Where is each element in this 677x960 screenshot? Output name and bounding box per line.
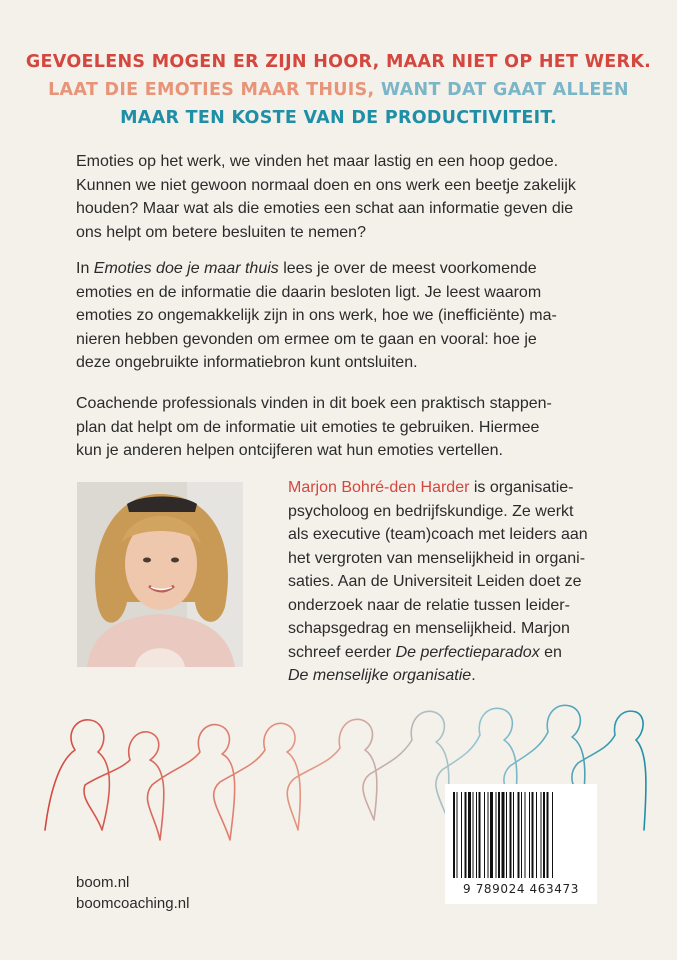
text-line: [288, 476, 608, 500]
text-line: het vergroten van menselijkheid in organi-: [288, 549, 586, 567]
headline-line-2a: LAAT DIE EMOTIES MAAR THUIS,: [48, 80, 375, 100]
isbn-number: 9 789024 463473: [463, 882, 579, 896]
text-line: onderzoek naar de relatie tussen leider-: [288, 596, 570, 614]
website-boomcoaching: boomcoaching.nl: [76, 895, 190, 912]
text-fragment: schreef eerder: [288, 643, 396, 661]
text-line: deze ongebruikte informatiebron kunt ontsluiten.: [76, 354, 418, 371]
paragraph-intro: [76, 150, 606, 244]
text-line: ons helpt om betere besluiten te nemen?: [76, 223, 366, 241]
text-line: nieren hebben gevonden om ermee om te gaan en vooral: hoe je: [76, 330, 537, 348]
headline-line-1: GEVOELENS MOGEN ER ZIJN HOOR, MAAR NIET OP HET WERK.: [25, 52, 652, 72]
text-fragment: lees je over de meest voorkomende: [278, 260, 537, 277]
barcode: [445, 784, 597, 904]
footer-links: [76, 872, 189, 914]
text-line: houden? Maar wat als die emoties een schat aan informatie geven die: [76, 200, 574, 217]
book-title-perfectieparadox: De perfectieparadox: [395, 643, 540, 661]
author-photo: [77, 482, 243, 667]
text-line: emoties zo ongemakkelijk zijn in ons werk, hoe we (inefficiënte) ma-: [76, 307, 557, 324]
paragraph-coaching: [76, 392, 606, 463]
barcode-bars: [445, 784, 597, 880]
website-boom: boom.nl: [76, 874, 130, 891]
text-fragment: In: [76, 260, 94, 277]
author-name: Marjon Bohré-den Harder: [288, 479, 470, 496]
headline-line-2b: WANT DAT GAAT ALLEEN: [374, 80, 629, 100]
text-line: [76, 257, 606, 281]
text-line: schapsgedrag en menselijkheid. Marjon: [288, 620, 570, 637]
text-line: emoties en de informatie die daarin besloten ligt. Je leest waarom: [76, 283, 542, 301]
text-fragment: .: [471, 667, 476, 684]
book-title-menselijke-organisatie: De menselijke organisatie: [288, 667, 472, 684]
author-portrait-illustration: [77, 482, 243, 667]
text-line: kun je anderen helpen ontcijferen wat hun emoties vertellen.: [76, 442, 503, 459]
text-line: als executive (team)coach met leiders aan: [288, 526, 588, 543]
text-fragment: is organisatie-: [469, 479, 574, 496]
text-line: psycholoog en bedrijfskundige. Ze werkt: [288, 502, 574, 520]
text-line: Emoties op het werk, we vinden het maar lastig en een hoop gedoe.: [76, 153, 559, 170]
book-title: Emoties doe je maar thuis: [93, 260, 279, 277]
text-line: [288, 641, 608, 665]
headline-line-2: [0, 76, 677, 104]
text-line: plan dat helpt om de informatie uit emoties te gebruiken. Hiermee: [76, 418, 540, 436]
headline: [0, 48, 677, 132]
headline-line-3: MAAR TEN KOSTE VAN DE PRODUCTIVITEIT.: [120, 108, 557, 128]
text-fragment: en: [539, 643, 562, 661]
text-line: Kunnen we niet gewoon normaal doen en ons werk een beetje zakelijk: [76, 176, 576, 194]
text-line: Coachende professionals vinden in dit boek een praktisch stappen-: [76, 395, 552, 412]
author-bio: [288, 476, 608, 688]
text-line: [288, 664, 608, 688]
text-line: saties. Aan de Universiteit Leiden doet ze: [288, 573, 582, 590]
paragraph-book: [76, 257, 606, 375]
